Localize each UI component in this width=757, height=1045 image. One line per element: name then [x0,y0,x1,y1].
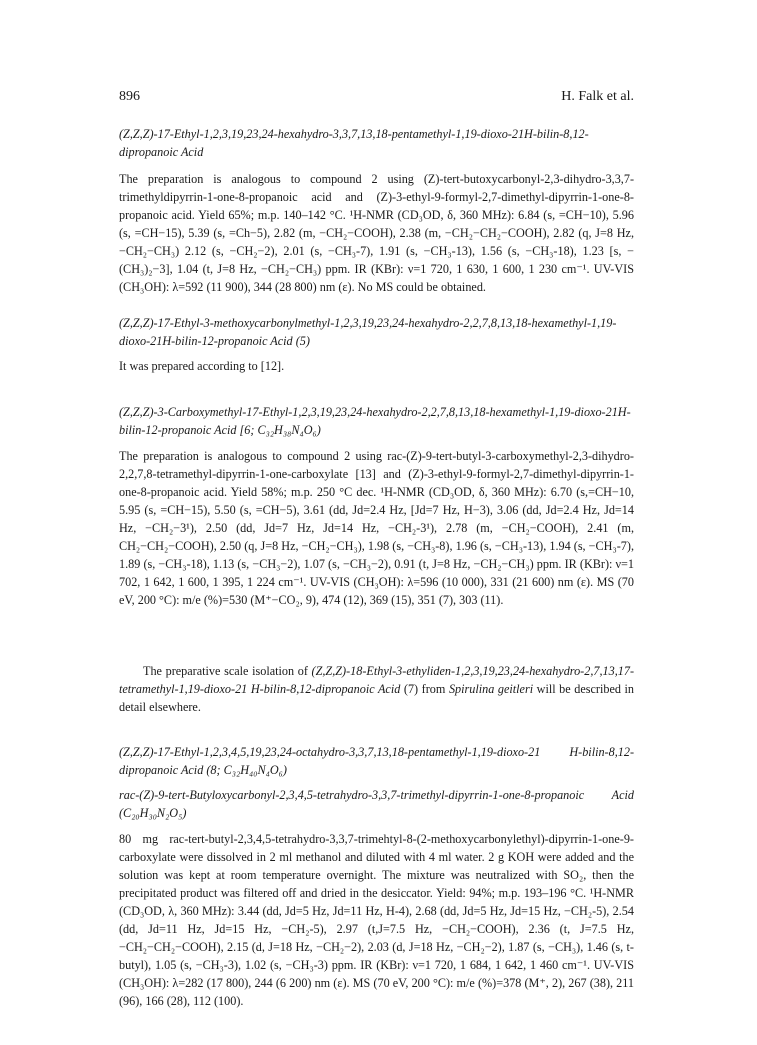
running-authors: H. Falk et al. [561,89,634,104]
section-4-body: 80 mg rac-tert-butyl-2,3,4,5-tetrahydro-3,3,7-trimehtyl-8-(2-methoxycarbonylethyl)-dipyrrin-1-one-9-carboxylate were dissolved in 2 ml methanol and diluted with 4 ml water. 2 g KOH were added and the solution was kept at room temperature overnight. The mixture was neutralized with SO₂, then the precipitated product was filtered off and dried in the desiccator. Yield: 94%; m.p. 193–196 °C. ¹H-NMR (CD₃OD, λ, 360 MHz): 3.44 (dd, Jd=5 Hz, Jd=11 Hz, H-4), 2.68 (dd, Jd=5 Hz, Jd=15 Hz, −CH₂-5), 2.54 (dd, Jd=11 Hz, Jd=15 Hz, −CH₂-5), 2.97 (t,J=7.5 Hz, −CH₂−COOH), 2.36 (t, J=7.5 Hz, −CH₂−CH₂−COOH), 2.15 (d, J=18 Hz, −CH₂−2), 2.03 (d, J=18 Hz, −CH₂−2), 1.87 (s, −CH₃), 1.46 (s, t-butyl), 1.05 (s, −CH₃-3), 1.02 (s, −CH₃-3) ppm. IR (KBr): ν=1 720, 1 684, 1 642, 1 460 cm⁻¹. UV-VIS (CH₃OH): λ=282 (17 800), 244 (6 200) nm (ε). MS (70 eV, 200 °C): m/e (%)=378 (M⁺, 2), 267 (38), 211 (96), 166 (28), 112 (100). [119,832,634,1008]
para2-organism: Spirulina geitleri [448,682,534,696]
section-2-body: It was prepared according to [12]. [119,359,285,373]
para2-pre: The preparative scale isolation of [143,664,312,678]
section-3-title: (Z,Z,Z)-3-Carboxymethyl-17-Ethyl-1,2,3,19,23,24-hexahydro-2,2,7,8,13,18-hexamethyl-1,19-dioxo-21H-bilin-12-propanoic Acid [6; C₃₂H₃₈N₄O₆) [119,405,631,437]
para2-post: will be described in detail elsewhere. [119,682,634,714]
section-3-body: The preparation is analogous to compound 2 using rac-(Z)-9-tert-butyl-3-carboxymethyl-2,3-dihydro-2,2,7,8-tetramethyl-dipyrrin-1-one-carboxylate [13] and (Z)-3-ethyl-9-formyl-2,7-dimethyl-dipyrrin-1-one-8-propanoic acid. Yield 58%; m.p. 250 °C dec. ¹H-NMR (CD₃OD, δ, 360 MHz): 6.70 (s,=CH−10, 5.95 (s, =CH−15), 5.50 (s, =CH−5), 3.61 (dd, Jd=2.4 Hz, [Jd=7 Hz, H−3), 3.06 (dd, Jd=2.4 Hz, Jd=14 Hz, −CH₂−3¹), 2.50 (dd, Jd=7 Hz, Jd=14 Hz, −CH₂-3¹), 2.78 (m, −CH₂−COOH), 2.41 (m, CH₂−CH₂−COOH), 2.50 (q, J=8 Hz, −CH₂−CH₃), 1.98 (s, −CH₃-8), 1.96 (s, −CH₃-13), 1.94 (s, −CH₃-7), 1.89 (s, −CH₃-18), 1.13 (s, −CH₃−2), 1.07 (s, −CH₃−2), 0.91 (t, J=8 Hz, −CH₂−CH₃) ppm. IR (KBr): ν=1 702, 1 642, 1 600, 1 395, 1 224 cm⁻¹. UV-VIS (CH₃OH): λ=596 (10 000), 331 (21 600) nm (ε). MS (70 eV, 200 °C): m/e (%)=530 (M⁺−CO₂, 9), 474 (12), 369 (15), 351 (7), 303 (11). [119,449,634,607]
section-3-paragraph-2 [119,662,634,716]
section-1-title: (Z,Z,Z)-17-Ethyl-1,2,3,19,23,24-hexahydro-3,3,7,13,18-pentamethyl-1,19-dioxo-21H-bilin-8,12-dipropanoic Acid [119,127,589,159]
running-header [119,89,634,109]
section-4-title: (Z,Z,Z)-17-Ethyl-1,2,3,4,5,19,23,24-octahydro-3,3,7,13,18-pentamethyl-1,19-dioxo-21 H-bilin-8,12-dipropanoic Acid (8; C₃₂H₄₀N₄O₆) [119,745,634,777]
page-number: 896 [119,89,140,104]
para2-mid: (7) from [400,682,449,696]
section-2-title: (Z,Z,Z)-17-Ethyl-3-methoxycarbonylmethyl-1,2,3,19,23,24-hexahydro-2,2,7,8,13,18-hexamethyl-1,19-dioxo-21H-bilin-12-propanoic Acid (5) [119,316,617,348]
section-4-subtitle: rac-(Z)-9-tert-Butyloxycarbonyl-2,3,4,5-tetrahydro-3,3,7-trimethyl-dipyrrin-1-one-8-propanoic Acid (C₂₀H₃₀N₂O₅) [119,788,634,820]
para2-compound: (Z,Z,Z)-18-Ethyl-3-ethyliden-1,2,3,19,23,24-hexahydro-2,7,13,17-tetramethyl-1,19-dioxo-21 H-bilin-8,12-dipropanoic Acid [119,664,634,696]
section-1-body: The preparation is analogous to compound 2 using (Z)-tert-butoxycarbonyl-2,3-dihydro-3,3,7-trimethyldipyrrin-1-one-8-propanoic acid and (Z)-3-ethyl-9-formyl-2,7-dimethyl-dipyrrin-1-one-8-propanoic acid. Yield 65%; m.p. 140–142 °C. ¹H-NMR (CD₃OD, δ, 360 MHz): 6.84 (s, =CH−10), 5.96 (s, =CH−15), 5.39 (s, =Ch−5), 2.82 (m, −CH₂−COOH), 2.38 (m, −CH₂−CH₂−COOH), 2.82 (q, J=8 Hz, −CH₂−CH₃) 2.12 (s, −CH₂−2), 2.01 (s, −CH₃-7), 1.91 (s, −CH₃-13), 1.56 (s, −CH₃-18), 1.23 [s, −(CH₃)₂−3], 1.04 (t, J=8 Hz, −CH₂−CH₃) ppm. IR (KBr): ν=1 720, 1 630, 1 600, 1 230 cm⁻¹. UV-VIS (CH₃OH): λ=592 (11 900), 344 (28 800) nm (ε). No MS could be obtained. [119,172,634,294]
